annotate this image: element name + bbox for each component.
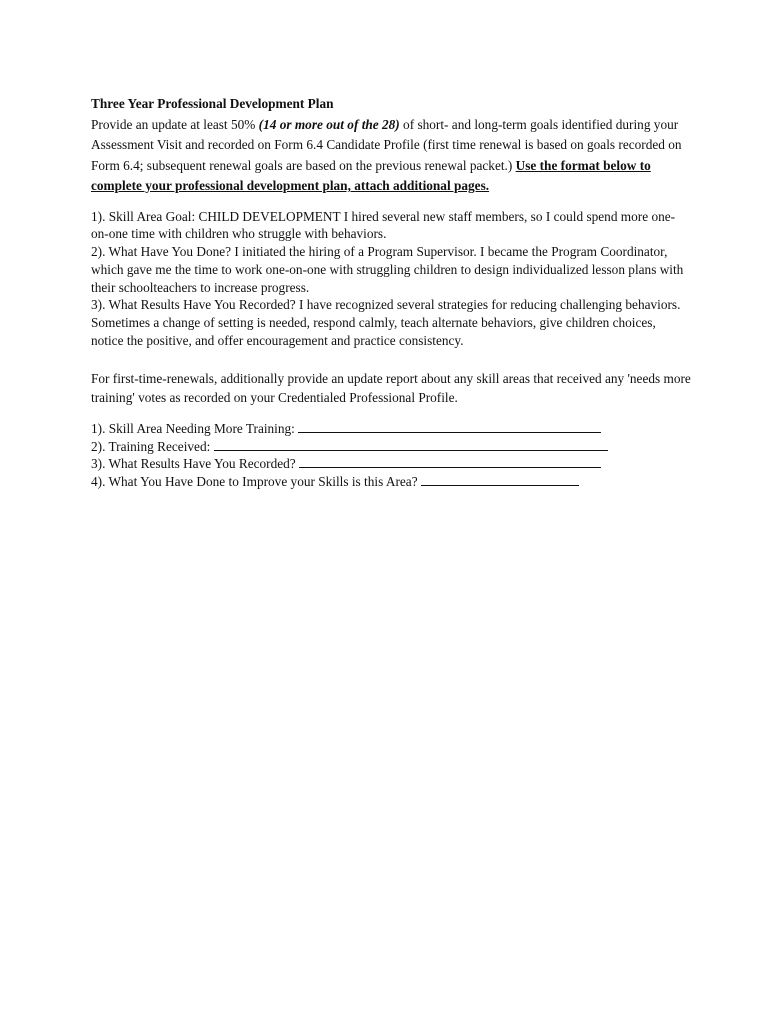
field-improve-skills-label: 4). What You Have Done to Improve your Skills is this Area? — [91, 474, 421, 490]
field-training-received-blank[interactable] — [214, 438, 608, 451]
intro-paragraph — [91, 115, 691, 197]
renewal-fields — [91, 420, 691, 491]
field-results-recorded-label: 3). What Results Have You Recorded? — [91, 456, 300, 472]
intro-text-part2: of short- and long-term goals identified during your Assessment Visit and recorded on Form 6.4 Candidate Profile (first time renewal is based on goals recorded on Form 6.4; subsequent renewal goals are based on the previous renewal packet.) — [91, 116, 682, 173]
field-training-received-label: 2). Training Received: — [91, 438, 214, 454]
goal-entry-results: 3). What Results Have You Recorded? I have recognized several strategies for reducing challenging behaviors. Sometimes a change of setting is needed, respond calmly, teach alternate behaviors, give children choices, notice the positive, and offer encouragement and practice consistency. — [91, 297, 681, 349]
field-results-recorded — [91, 455, 691, 473]
document-title: Three Year Professional Development Plan — [91, 96, 334, 111]
field-skill-area-training-label: 1). Skill Area Needing More Training: — [91, 420, 299, 436]
intro-block — [91, 94, 691, 197]
intro-text-part1: Provide an update at least 50% — [91, 116, 259, 132]
field-training-received — [91, 438, 691, 456]
goal-entry-skill-area: 1). Skill Area Goal: CHILD DEVELOPMENT I hired several new staff members, so I could spend more one-on-one time with children who struggle with behaviors. — [91, 208, 676, 242]
field-skill-area-training-blank[interactable] — [298, 420, 601, 433]
field-results-recorded-blank[interactable] — [299, 455, 601, 468]
document-content — [91, 94, 691, 491]
goal-entry-what-done: 2). What Have You Done? I initiated the hiring of a Program Supervisor. I became the Program Coordinator, which gave me the time to work one-on-one with struggling children to design individualized lesson plans with their schoolteachers to increase progress. — [91, 244, 684, 295]
intro-instruction: Use the format below to complete your professional development plan, attach additional pages. — [91, 157, 651, 193]
field-improve-skills — [91, 473, 691, 491]
field-skill-area-training — [91, 420, 691, 438]
renewal-paragraph: For first-time-renewals, additionally provide an update report about any skill areas that received any 'needs more training' votes as recorded on your Credentialed Professional Profile. — [91, 370, 691, 406]
field-improve-skills-blank[interactable] — [421, 473, 579, 486]
goal-entries — [91, 208, 691, 350]
intro-emphasis: (14 or more out of the 28) — [258, 116, 400, 132]
